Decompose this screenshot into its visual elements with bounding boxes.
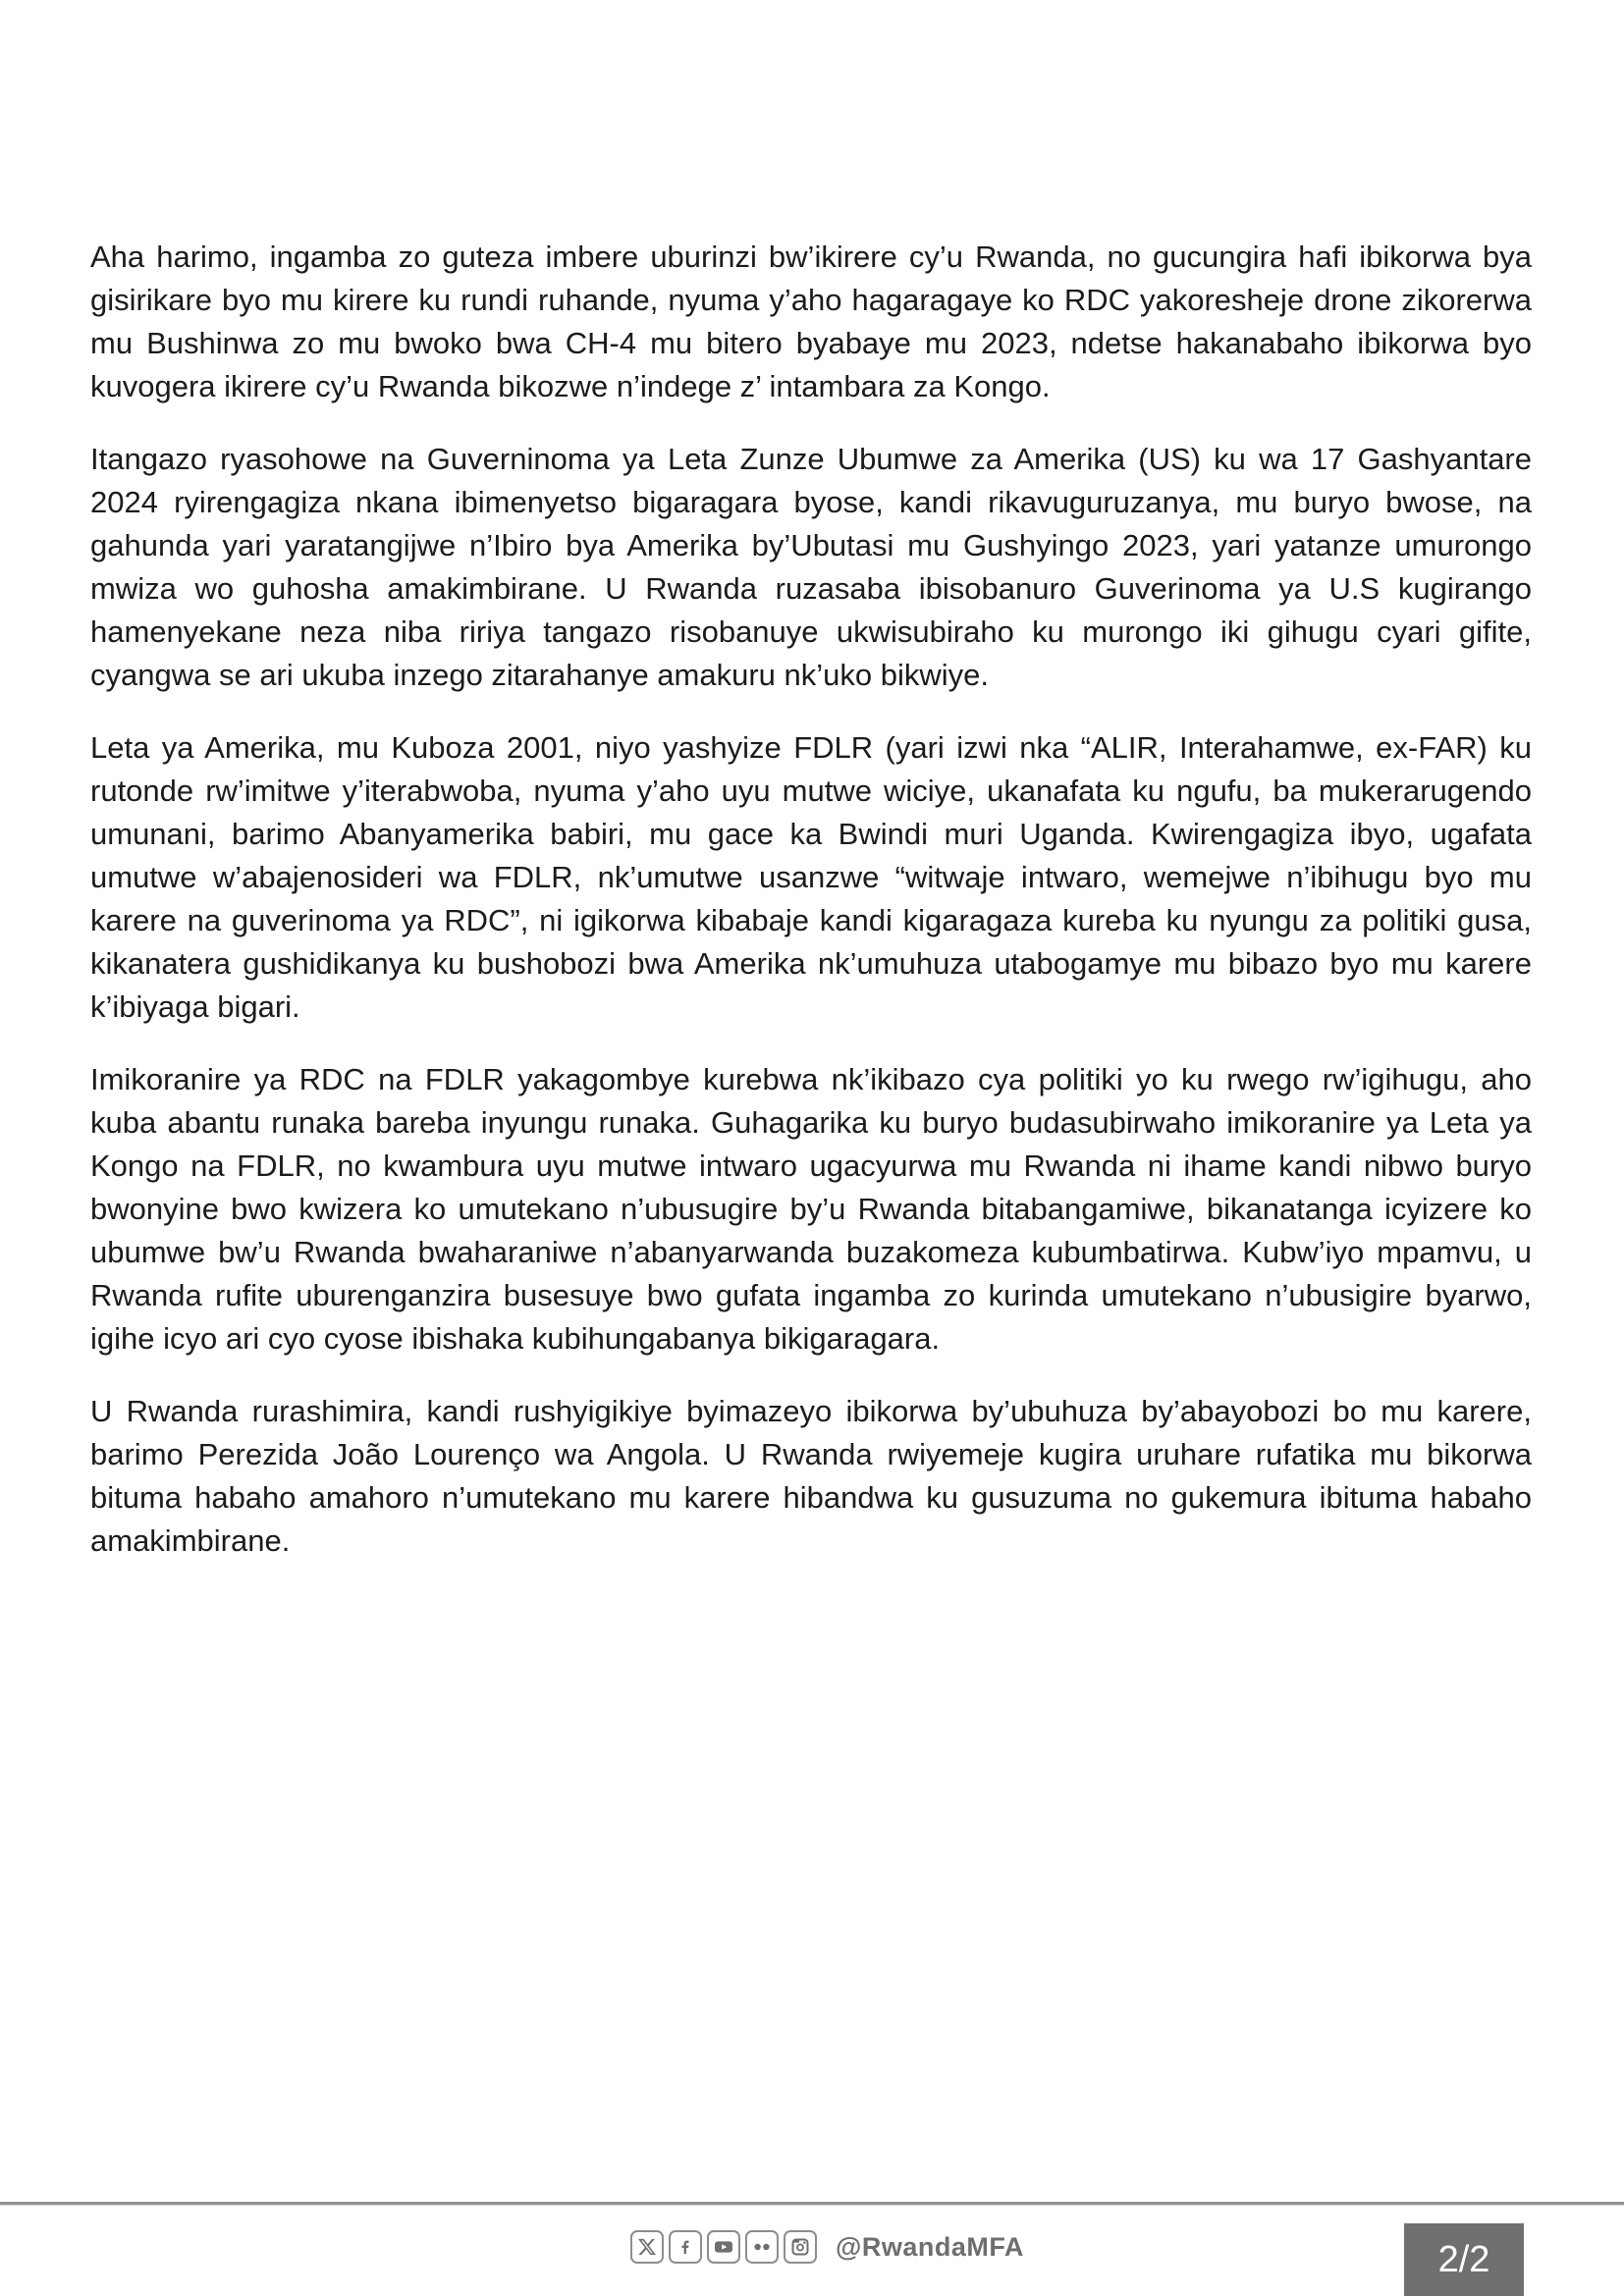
- facebook-icon: [669, 2230, 702, 2264]
- youtube-icon: [707, 2230, 740, 2264]
- footer: [630, 2230, 1024, 2264]
- paragraph-5: U Rwanda rurashimira, kandi rushyigikiye byimazeyo ibikorwa by’ubuhuza by’abayobozi bo mu karere, barimo Perezida João Lourenço wa Angola. U Rwanda rwiyemeje kugira uruhare rufatika mu bikorwa bituma habaho amahoro n’umutekano mu karere hibandwa ku gusuzuma no gukemura ibituma habaho amakimbirane.: [90, 1394, 1532, 1558]
- page-number-badge: [1404, 2223, 1524, 2296]
- footer-divider: [0, 2202, 1624, 2206]
- paragraph-2: Itangazo ryasohowe na Guverninoma ya Leta Zunze Ubumwe za Amerika (US) ku wa 17 Gashyantare 2024 ryirengagiza nkana ibimenyetso bigaragara byose, kandi rikavuguruzanya, mu buryo bwose, na gahunda yari yaratangijwe n’Ibiro bya Amerika by’Ubutasi mu Gushyingo 2023, yari yatanze umurongo mwiza wo guhosha amakimbirane. U Rwanda ruzasaba ibisobanuro Guverinoma ya U.S kugirango hamenyekane neza niba ririya tangazo risobanuye ukwisubiraho ku murongo iki gihugu cyari gifite, cyangwa se ari ukuba inzego zitarahanye amakuru nk’uko bikwiye.: [90, 442, 1532, 692]
- flickr-icon: [745, 2230, 779, 2264]
- paragraph-4: Imikoranire ya RDC na FDLR yakagombye kurebwa nk’ikibazo cya politiki yo ku rwego rw’igihugu, aho kuba abantu runaka bareba inyungu runaka. Guhagarika ku buryo budasubirwaho imikoranire ya Leta ya Kongo na FDLR, no kwambura uyu mutwe intwaro ugacyurwa mu Rwanda ni ihame kandi nibwo buryo bwonyine bwo kwizera ko umutekano n’ubusugire by’u Rwanda bitabangamiwe, bikanatanga icyizere ko ubumwe bw’u Rwanda bwaharaniwe n’abanyarwanda buzakomeza kubumbatirwa. Kubw’iyo mpamvu, u Rwanda rufite uburenganzira busesuye bwo gufata ingamba zo kurinda umutekano n’ubusigire byarwo, igihe icyo ari cyo cyose ibishaka kubihungabanya bikigaragara.: [90, 1062, 1532, 1356]
- x-icon: [630, 2230, 664, 2264]
- paragraph-1: Aha harimo, ingamba zo guteza imbere uburinzi bw’ikirere cy’u Rwanda, no gucungira hafi ibikorwa bya gisirikare byo mu kirere ku rundi ruhande, nyuma y’aho hagaragaye ko RDC yakoresheje drone zikorerwa mu Bushinwa zo mu bwoko bwa CH-4 mu bitero byabaye mu 2023, ndetse hakanabaho ibikorwa byo kuvogera ikirere cy’u Rwanda bikozwe n’indege z’ intambara za Kongo.: [90, 240, 1532, 403]
- page-number: 2/2: [1437, 2238, 1490, 2280]
- document-body: [90, 236, 1532, 1592]
- social-handle: @RwandaMFA: [836, 2231, 1024, 2262]
- instagram-icon: [784, 2230, 817, 2264]
- paragraph-3: Leta ya Amerika, mu Kuboza 2001, niyo yashyize FDLR (yari izwi nka “ALIR, Interahamwe, ex-FAR) ku rutonde rw’imitwe y’iterabwoba, nyuma y’aho uyu mutwe wiciye, ukanafata ku ngufu, ba mukerarugendo umunani, barimo Abanyamerika babiri, mu gace ka Bwindi muri Uganda. Kwirengagiza ibyo, ugafata umutwe w’abajenosideri wa FDLR, nk’umutwe usanzwe “witwaje intwaro, wemejwe n’ibihugu byo mu karere na guverinoma ya RDC”, ni igikorwa kibabaje kandi kigaragaza kureba ku nyungu za politiki gusa, kikanatera gushidikanya ku bushobozi bwa Amerika nk’umuhuza utabogamye mu bibazo byo mu karere k’ibiyaga bigari.: [90, 730, 1532, 1024]
